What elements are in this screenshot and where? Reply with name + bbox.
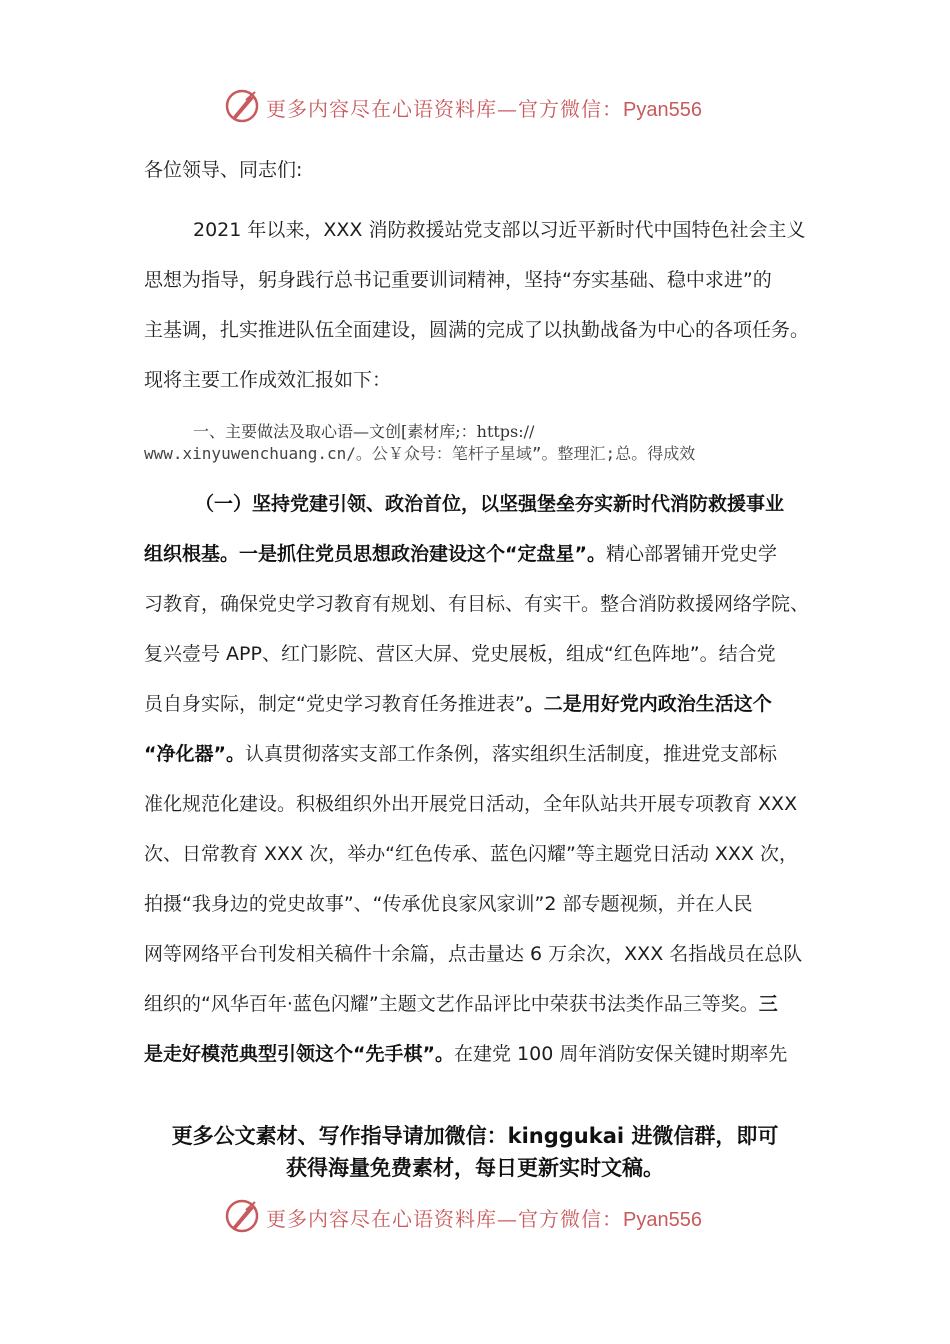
banner-text: 更多内容尽在心语资料库—官方微信：Pyan556 — [266, 97, 702, 121]
banner-text: 更多内容尽在心语资料库—官方微信：Pyan556 — [266, 1207, 702, 1231]
body-line-1: （一）坚持党建引领、政治首位，以坚强堡垒夯实新时代消防救援事业 — [195, 493, 785, 515]
body-line-12: 是走好模范典型引领这个“先手棋”。在建党 100 周年消防安保关键时期率先 — [144, 1043, 788, 1065]
quill-logo-icon — [224, 88, 260, 124]
intro-line: 主基调，扎实推进队伍全面建设，圆满的完成了以执勤战备为中心的各项任务。 — [144, 319, 810, 341]
body-line-11: 组织的“风华百年·蓝色闪耀”主题文艺作品评比中荣获书法类作品三等奖。三 — [144, 993, 778, 1015]
intro-line: 思想为指导，躬身践行总书记重要训词精神，坚持“夯实基础、稳中求进”的 — [144, 269, 772, 291]
banner-account: Pyan556 — [623, 99, 702, 121]
body-line-3: 习教育，确保党史学习教育有规划、有目标、有实干。整合消防救援网络学院、 — [144, 593, 810, 615]
body-line-6: “净化器”。认真贯彻落实支部工作条例，落实组织生活制度，推进党支部标 — [144, 743, 777, 765]
greeting: 各位领导、同志们: — [144, 159, 303, 181]
body-line-8: 次、日常教育 XXX 次，举办“红色传承、蓝色闪耀”等主题党日活动 XXX 次， — [144, 843, 798, 865]
section-heading-line2: www.xinyuwenchuang.cn/。公￥众号：笔杆子星域”。整理汇;总。得成效 — [144, 444, 696, 463]
body-line-5: 员自身实际，制定“党史学习教育任务推进表”。二是用好党内政治生活这个 — [144, 693, 772, 715]
body-line-7: 准化规范化建设。积极组织外出开展党日活动，全年队站共开展专项教育 XXX — [144, 793, 798, 815]
section-heading-line1: 一、主要做法及取心语—文创[素材库;：https:// — [193, 422, 535, 441]
body-line-4: 复兴壹号 APP、红门影院、营区大屏、党史展板，组成“红色阵地”。结合党 — [144, 643, 776, 665]
body-line-9: 拍摄“我身边的党史故事”、“传承优良家风家训”2 部专题视频，并在人民 — [144, 893, 753, 915]
promo-line-1: 更多公文素材、写作指导请加微信：kinggukai 进微信群，即可 — [171, 1124, 779, 1148]
banner-account: Pyan556 — [623, 1209, 702, 1231]
body-line-10: 网等网络平台刊发相关稿件十余篇，点击量达 6 万余次，XXX 名指战员在总队 — [144, 943, 803, 965]
body-line-2: 组织根基。一是抓住党员思想政治建设这个“定盘星”。精心部署铺开党史学 — [144, 543, 777, 565]
footer-banner — [0, 1196, 950, 1236]
intro-line: 2021 年以来，XXX 消防救援站党支部以习近平新时代中国特色社会主义 — [193, 219, 806, 241]
promo-line-2: 获得海量免费素材，每日更新实时文稿。 — [286, 1156, 664, 1180]
quill-logo-icon — [224, 1198, 260, 1234]
header-banner — [0, 86, 950, 126]
intro-line: 现将主要工作成效汇报如下： — [144, 369, 392, 391]
